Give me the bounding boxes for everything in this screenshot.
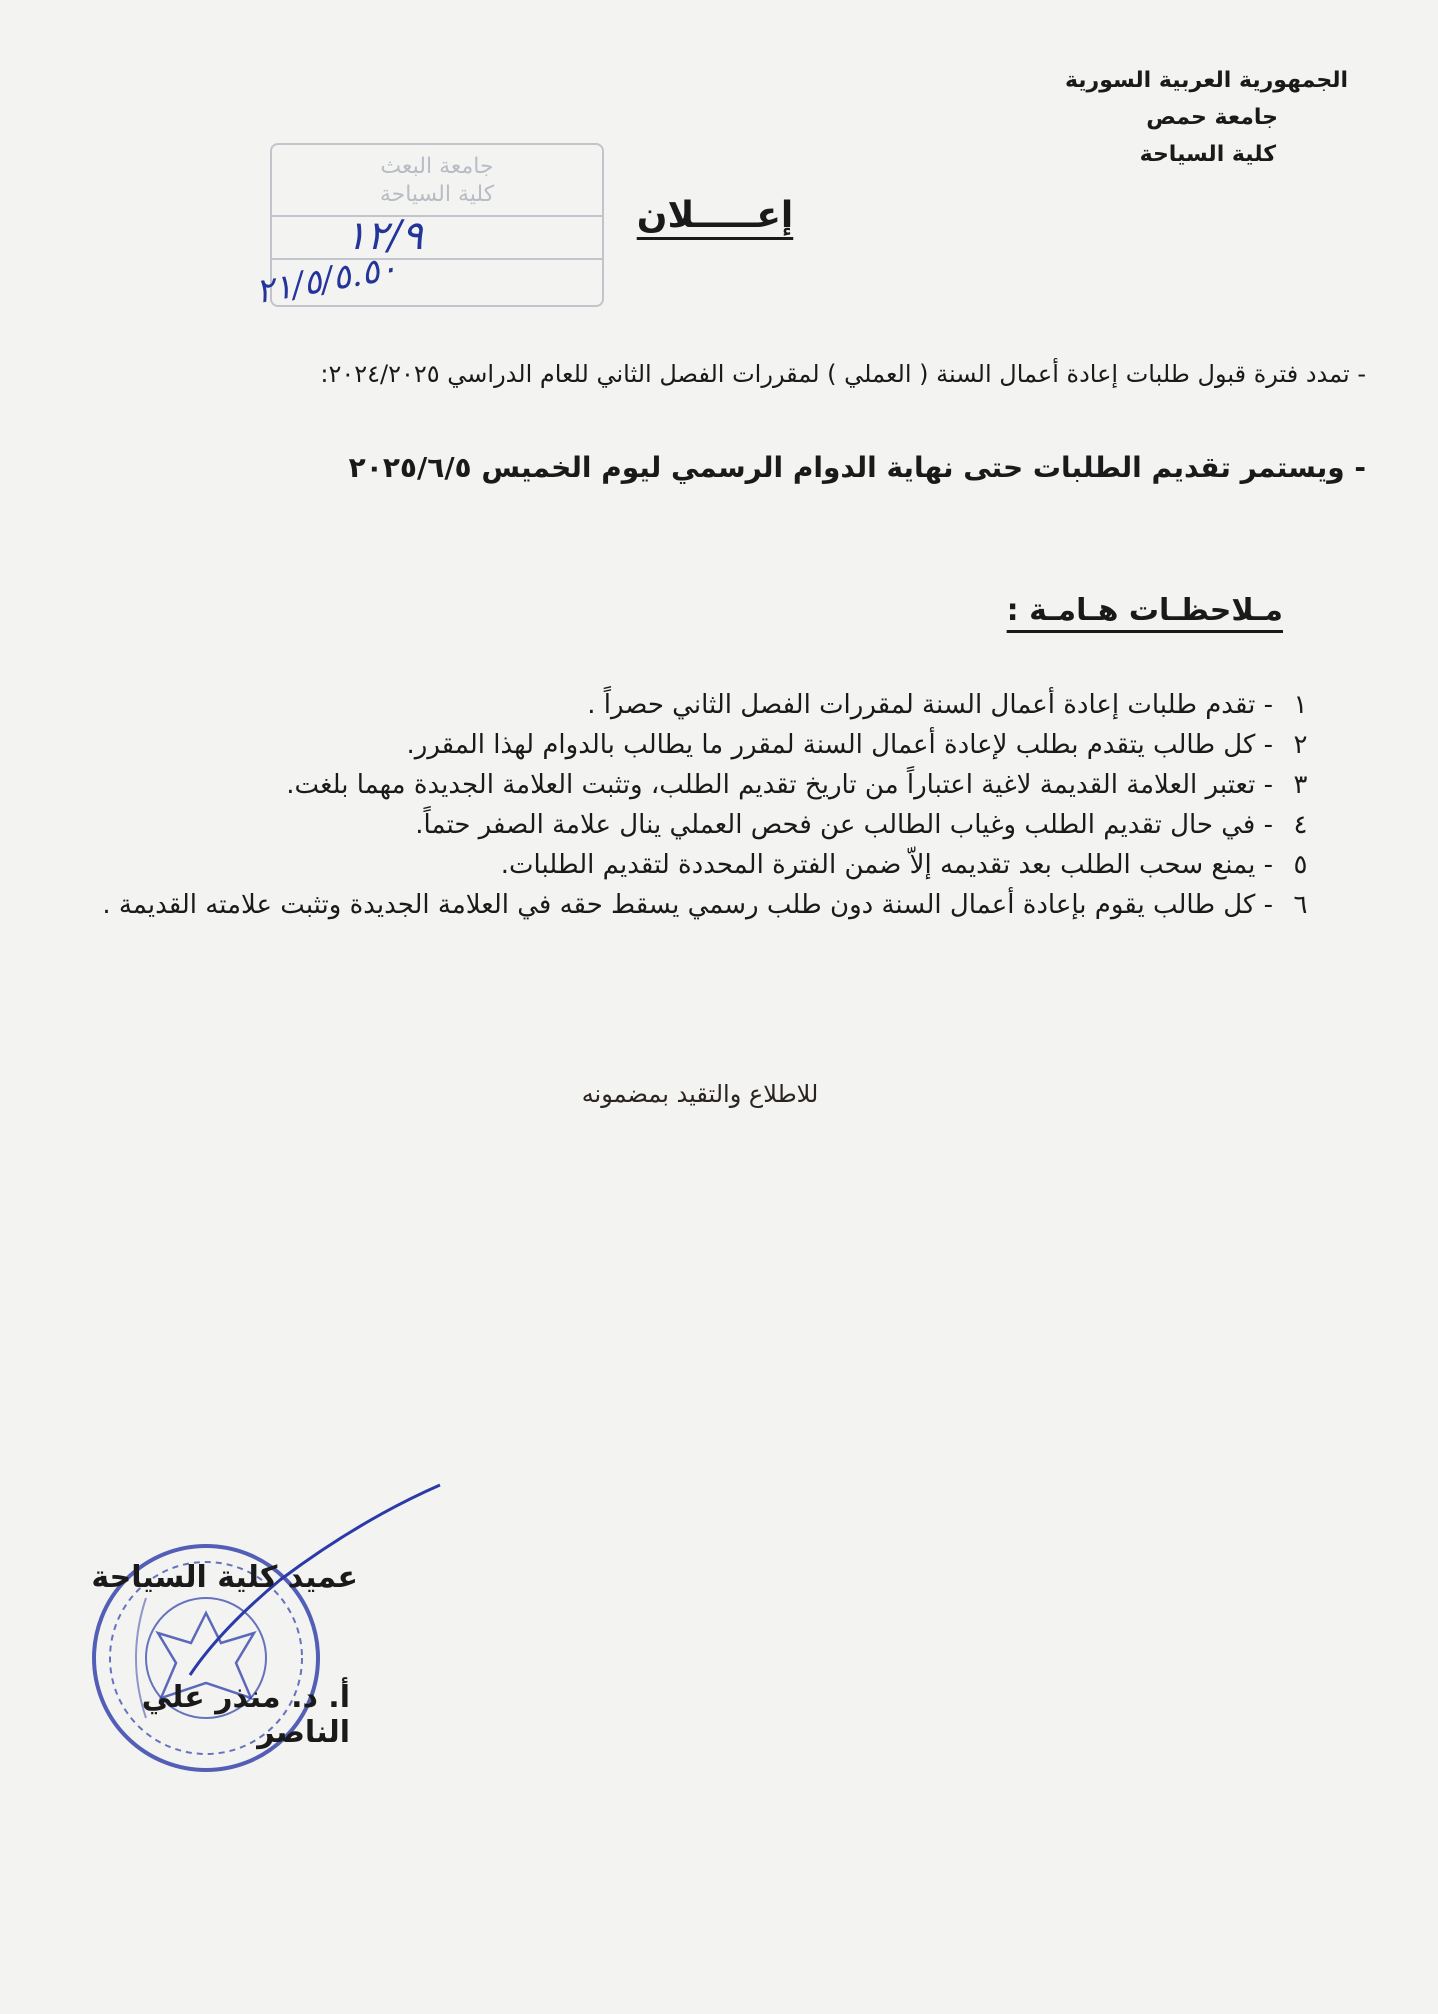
list-item: ٤ - في حال تقديم الطلب وغياب الطالب عن فحص العملي ينال علامة الصفر حتماً. xyxy=(415,810,1308,840)
list-item: ٣ - تعتبر العلامة القديمة لاغية اعتباراً من تاريخ تقديم الطلب، وتثبت العلامة الجديدة مهما بلغت. xyxy=(286,770,1308,800)
stamp-divider xyxy=(272,215,602,217)
registry-stamp-text: جامعة البعث كلية السياحة xyxy=(379,154,495,207)
list-item: ٦ - كل طالب يقوم بإعادة أعمال السنة دون طلب رسمي يسقط حقه في العلامة الجديدة وتثبت علامته القديمة . xyxy=(102,890,1308,920)
page-title: إعـــــلان xyxy=(636,195,794,236)
closing-line: للاطلاع والتقيد بمضمونه xyxy=(581,1080,819,1108)
country-name: الجمهورية العربية السورية xyxy=(1064,68,1348,93)
list-item: ١ - تقدم طلبات إعادة أعمال السنة لمقررات الفصل الثاني حصراً . xyxy=(587,690,1308,720)
notes-heading: مـلاحظـات هـامـة : xyxy=(1006,593,1283,628)
list-item: ٥ - يمنع سحب الطلب بعد تقديمه إلاّ ضمن الفترة المحددة لتقديم الطلبات. xyxy=(500,850,1308,880)
faculty-name: كلية السياحة xyxy=(1139,142,1276,167)
signatory-name: أ. د. منذر علي الناصر xyxy=(141,1680,350,1750)
deadline-paragraph: - ويستمر تقديم الطلبات حتى نهاية الدوام الرسمي ليوم الخميس ٢٠٢٥/٦/٥ xyxy=(348,451,1366,484)
list-item: ٢ - كل طالب يتقدم بطلب لإعادة أعمال السنة لمقرر ما يطالب بالدوام لهذا المقرر. xyxy=(406,730,1308,760)
handwritten-number: ١٢/٩ xyxy=(345,213,423,259)
letterhead xyxy=(928,62,1348,173)
university-name: جامعة حمص xyxy=(1146,105,1278,130)
signatory-title: عميد كلية السياحة xyxy=(91,1560,358,1595)
notes-list xyxy=(98,685,1328,925)
extension-paragraph: - تمدد فترة قبول طلبات إعادة أعمال السنة ( العملي ) لمقررات الفصل الثاني للعام الدراسي ٢٠٢٤/٢٠٢٥: xyxy=(320,360,1366,388)
handwritten-date: ٢١/٥/٥.٥٠ xyxy=(252,247,401,313)
